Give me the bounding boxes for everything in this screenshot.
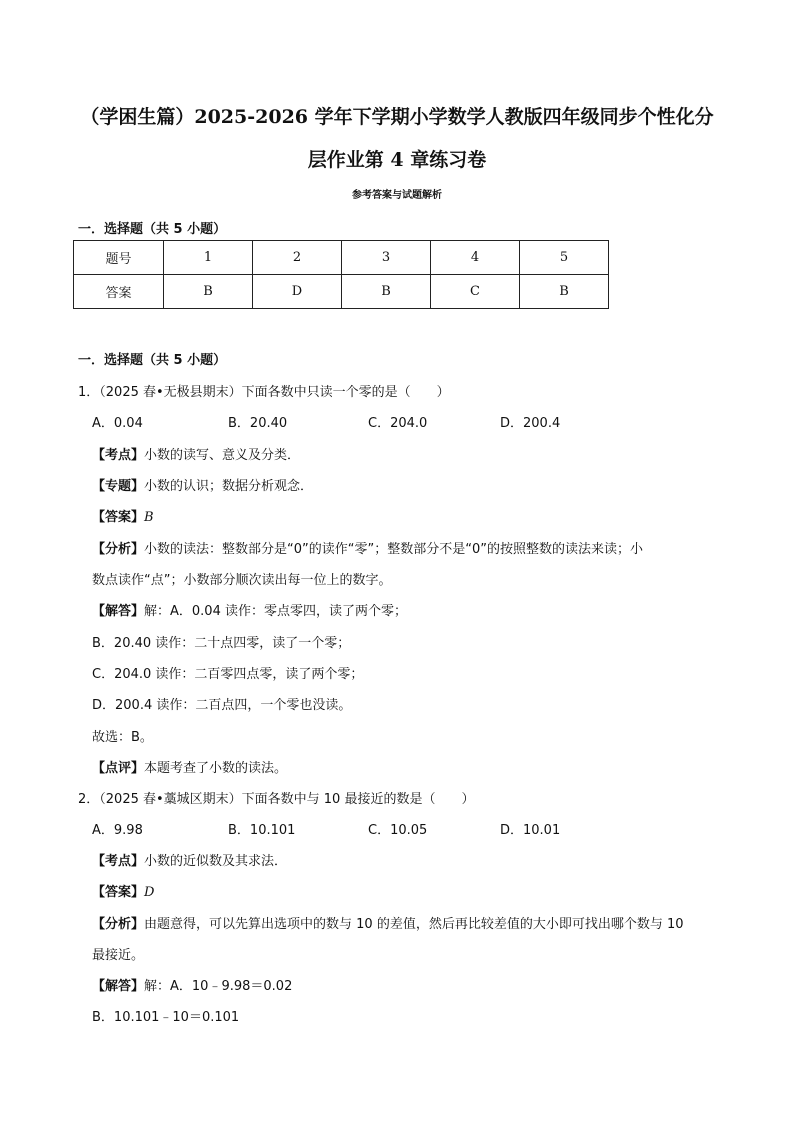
jieda-tag: 【解答】 — [92, 979, 145, 994]
q2-option-d: D．10.01 — [500, 823, 561, 838]
table-cell-answer: B — [164, 275, 253, 309]
table-cell-answer: B — [342, 275, 431, 309]
answer-text: B — [144, 510, 154, 525]
table-row-label: 题号 — [74, 241, 164, 275]
q1-line-c: C．204.0 读作：二百零四点零，读了两个零； — [92, 667, 364, 682]
answer-table — [73, 240, 609, 309]
fenxi-text: 由题意得，可以先算出选项中的数与 10 的差值，然后再比较差值的大小即可找出哪个数与 10 — [144, 917, 684, 932]
q2-option-a: A．9.98 — [92, 823, 143, 838]
zhuanti-text: 小数的认识；数据分析观念． — [144, 479, 314, 494]
table-row-label: 答案 — [74, 275, 164, 309]
q1-jieda — [92, 600, 407, 619]
jieda-text: 解：A．10﹣9.98＝0.02 — [144, 979, 293, 994]
q2-jieda — [92, 975, 292, 994]
q1-line-d: D．200.4 读作：二百点四，一个零也没读。 — [92, 698, 352, 713]
table-cell-number: 5 — [520, 241, 609, 275]
q2-fenxi-line1 — [92, 913, 684, 932]
q1-option-d: D．200.4 — [500, 416, 561, 431]
q1-fenxi-line1 — [92, 538, 643, 557]
table-cell-number: 1 — [164, 241, 253, 275]
jieda-tag: 【解答】 — [92, 604, 145, 619]
table-cell-number: 2 — [253, 241, 342, 275]
answer-table-answer-row — [74, 275, 609, 309]
q1-line-b: B．20.40 读作：二十点四零，读了一个零； — [92, 636, 351, 651]
kaodian-text: 小数的读写、意义及分类． — [144, 448, 301, 463]
q1-zhuanti — [92, 475, 313, 494]
q2-option-c: C．10.05 — [368, 823, 428, 838]
q2-fenxi-line2: 最接近。 — [92, 948, 145, 963]
fenxi-text: 小数的读法：整数部分是“0”的读作“零”；整数部分不是“0”的按照整数的读法来读；小 — [144, 542, 643, 557]
zhuanti-tag: 【专题】 — [92, 479, 145, 494]
section-heading: 一．选择题（共 5 小题） — [78, 353, 227, 368]
q2-answer — [92, 881, 154, 900]
question-1-stem: 1．（2025 春•无极县期末）下面各数中只读一个零的是（ ） — [78, 385, 450, 400]
answer-section-heading: 一．选择题（共 5 小题） — [78, 222, 227, 237]
fenxi-tag: 【分析】 — [92, 917, 145, 932]
dianping-tag: 【点评】 — [92, 761, 145, 776]
answer-tag: 【答案】 — [92, 885, 145, 900]
question-2-stem: 2．（2025 春•藁城区期末）下面各数中与 10 最接近的数是（ ） — [78, 792, 475, 807]
kaodian-text: 小数的近似数及其求法． — [144, 854, 288, 869]
page-title-line2: 层作业第 4 章练习卷 — [307, 149, 487, 171]
table-cell-answer: B — [520, 275, 609, 309]
q2-line-b: B．10.101﹣10＝0.101 — [92, 1010, 240, 1025]
kaodian-tag: 【考点】 — [92, 854, 145, 869]
table-cell-number: 4 — [431, 241, 520, 275]
q1-kaodian — [92, 444, 300, 463]
table-cell-answer: C — [431, 275, 520, 309]
q1-option-c: C．204.0 — [368, 416, 428, 431]
page-subtitle: 参考答案与试题解析 — [352, 190, 442, 201]
dianping-text: 本题考查了小数的读法。 — [144, 761, 288, 776]
fenxi-tag: 【分析】 — [92, 542, 145, 557]
table-cell-answer: D — [253, 275, 342, 309]
table-cell-number: 3 — [342, 241, 431, 275]
q1-dianping — [92, 757, 287, 776]
page-title-line1: （学困生篇）2025-2026 学年下学期小学数学人教版四年级同步个性化分 — [80, 106, 714, 128]
answer-text: D — [144, 885, 155, 900]
q2-option-b: B．10.101 — [228, 823, 296, 838]
answer-tag: 【答案】 — [92, 510, 145, 525]
q2-kaodian — [92, 850, 287, 869]
jieda-text: 解：A．0.04 读作：零点零四，读了两个零； — [144, 604, 407, 619]
q1-option-b: B．20.40 — [228, 416, 288, 431]
kaodian-tag: 【考点】 — [92, 448, 145, 463]
q1-fenxi-line2: 数点读作“点”；小数部分顺次读出每一位上的数字。 — [92, 573, 392, 588]
q1-choose: 故选：B。 — [92, 730, 153, 745]
answer-table-number-row — [74, 241, 609, 275]
q1-answer — [92, 506, 154, 525]
q1-option-a: A．0.04 — [92, 416, 143, 431]
